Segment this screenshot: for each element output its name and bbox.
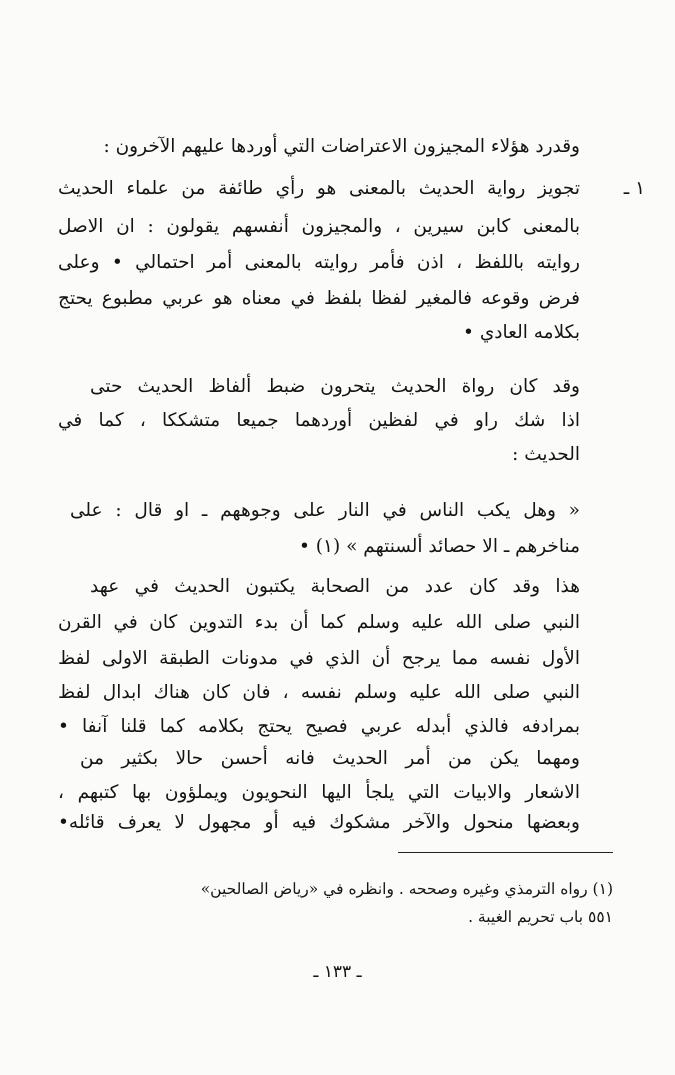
para3-line-4: النبي صلى الله عليه وسلم نفسه ، فان كان هناك ابدال لفظ <box>58 682 580 703</box>
item1-line-2: بالمعنى كابن سيرين ، والمجيزون أنفسهم يقولون : ان الاصل <box>58 216 580 237</box>
footnote-separator <box>398 852 613 853</box>
quote-line-2: مناخرهم ـ الا حصائد ألسنتهم » (١) • <box>299 536 580 557</box>
page-number: ـ ١٣٣ ـ <box>313 962 362 982</box>
para3-line-5: بمرادفه فالذي أبدله عربي فصيح يحتج بكلامه كما قلنا آنفا • <box>58 716 580 737</box>
footnote-line-2: ٥٥١ باب تحريم الغيبة . <box>468 908 613 926</box>
footnote-line-1: (١) رواه الترمذي وغيره وصححه . وانظره في «رياض الصالحين» <box>200 880 613 898</box>
para2-line-1: وقد كان رواة الحديث يتحرون ضبط ألفاظ الحديث حتى <box>90 376 580 397</box>
intro-line: وقدرد هؤلاء المجيزون الاعتراضات التي أوردها عليهم الآخرون : <box>103 136 580 157</box>
para3-line-6: ومهما يكن من أمر الحديث فانه أحسن حالا بكثير من <box>80 748 580 769</box>
item1-line-4: فرض وقوعه فالمغير لفظا بلفظ في معناه هو عربي مطبوع يحتج <box>58 288 580 309</box>
item1-line-5: بكلامه العادي • <box>463 322 580 343</box>
para3-line-2: النبي صلى الله عليه وسلم كما أن بدء التدوين كان في القرن <box>58 612 580 633</box>
list-item-number: ١ ـ <box>623 178 645 199</box>
para2-line-3: الحديث : <box>512 444 580 465</box>
item1-line-1: تجويز رواية الحديث بالمعنى هو رأي طائفة من علماء الحديث <box>58 178 580 199</box>
para3-line-3: الأول نفسه مما يرجح أن الذي في مدونات الطبقة الاولى لفظ <box>58 648 580 669</box>
para3-line-7: الاشعار والابيات التي يلجأ اليها النحويون ويملؤون بها كتبهم ، <box>58 782 580 803</box>
quote-line-1: « وهل يكب الناس في النار على وجوههم ـ او قال : على <box>70 500 580 521</box>
para2-line-2: اذا شك راو في لفظين أوردهما جميعا متشككا ، كما في <box>58 410 580 431</box>
para3-line-1: هذا وقد كان عدد من الصحابة يكتبون الحديث في عهد <box>90 576 580 597</box>
para3-line-8: وبعضها منحول والآخر مشكوك فيه أو مجهول لا يعرف قائله• <box>58 812 580 833</box>
item1-line-3: روايته باللفظ ، اذن فأمر روايته بالمعنى أمر احتمالي • وعلى <box>58 252 580 273</box>
